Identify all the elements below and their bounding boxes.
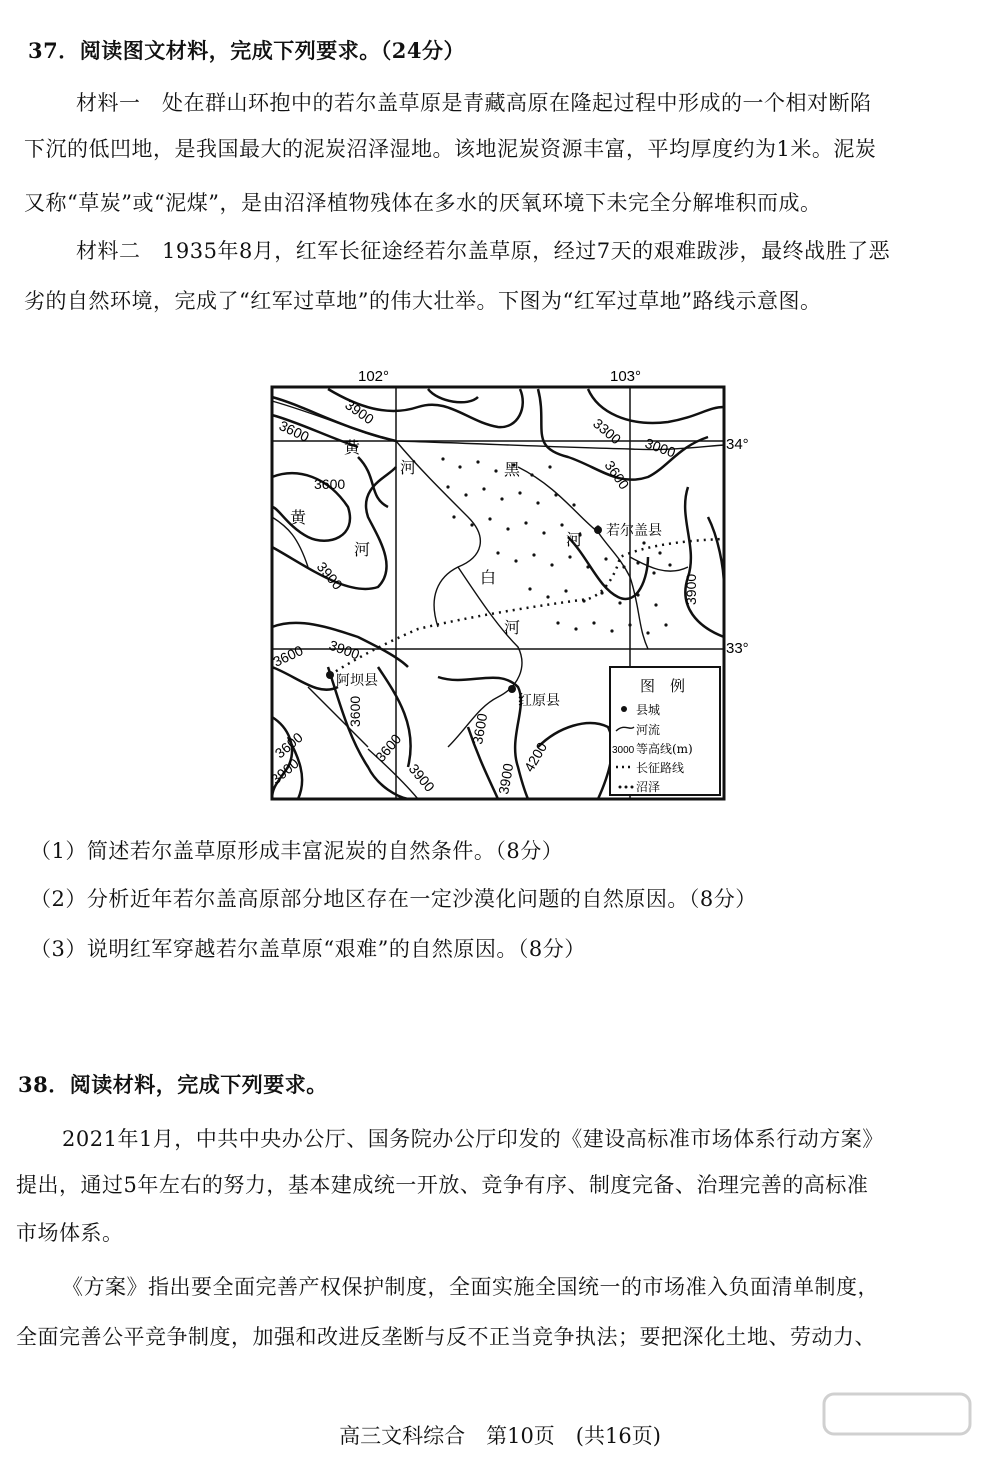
map-legend [610,667,720,795]
svg-text:3900: 3900 [405,760,438,795]
q38-header: 38．阅读材料，完成下列要求。 [18,1072,328,1097]
q37-header: 37．阅读图文材料，完成下列要求。（24分） [28,38,465,63]
lat-label-34: 34° [726,436,749,453]
town-marker-aba [326,671,334,679]
town-label-ruoergai: 若尔盖县 [606,523,662,539]
svg-text:3600: 3600 [601,457,633,493]
svg-text:河: 河 [354,540,371,559]
q38-para1-line3: 市场体系。 [16,1221,124,1245]
svg-text:3900: 3900 [313,558,346,593]
svg-text:白: 白 [480,568,497,587]
svg-text:县城: 县城 [636,703,661,717]
svg-text:黑: 黑 [504,460,521,479]
svg-text:3600: 3600 [347,695,363,727]
svg-text:3300: 3300 [590,415,625,448]
q37-material2-line2: 劣的自然环境，完成了“红军过草地”的伟大壮举。下图为“红军过草地”路线示意图。 [24,289,822,313]
town-marker-hongyuan [508,685,516,693]
svg-text:3600: 3600 [271,729,306,762]
svg-text:3600: 3600 [372,730,405,765]
q37-sub2: （2）分析近年若尔盖高原部分地区存在一定沙漠化问题的自然原因。（8分） [30,887,757,911]
svg-text:河流: 河流 [636,723,661,737]
svg-text:4200: 4200 [520,739,551,775]
lon-label-103: 103° [610,368,642,385]
q38-para1-line2: 提出，通过5年左右的努力，基本建成统一开放、竞争有序、制度完备、治理完善的高标准 [16,1173,869,1197]
svg-text:3900: 3900 [495,762,517,796]
lat-label-33: 33° [726,640,749,657]
svg-text:3600: 3600 [314,476,346,492]
svg-text:沼泽: 沼泽 [636,780,661,794]
svg-text:长征路线: 长征路线 [636,761,685,775]
q37-sub3: （3）说明红军穿越若尔盖草原“艰难”的自然原因。（8分） [30,937,586,961]
q37-sub1: （1）简述若尔盖草原形成丰富泥炭的自然条件。（8分） [30,839,564,863]
q37-material1-line3: 又称“草炭”或“泥煤”，是由沼泽植物残体在多水的厌氧环境下未完全分解堆积而成。 [24,191,822,215]
svg-text:图 例: 图 例 [640,677,686,695]
page-footer: 高三文科综合 第10页 (共16页) [339,1424,661,1448]
svg-text:3600: 3600 [270,642,306,670]
q37-material1-line2: 下沉的低凹地，是我国最大的泥炭沼泽湿地。该地泥炭资源丰富，平均厚度约为1米。泥炭 [24,137,877,161]
watermark-logo [822,1388,972,1458]
town-label-hongyuan: 红原县 [518,693,560,709]
svg-text:3900: 3900 [683,573,699,605]
svg-text:3900: 3900 [326,636,362,663]
svg-text:3900: 3900 [267,755,302,788]
svg-text:河: 河 [400,458,417,477]
river-names [290,438,582,637]
town-marker-ruoergai [594,526,602,534]
svg-text:河: 河 [566,530,583,549]
svg-text:黄: 黄 [290,508,307,527]
svg-text:3900: 3900 [342,396,377,428]
q38-para2-line1: 《方案》指出要全面完善产权保护制度，全面实施全国统一的市场准入负面清单制度， [62,1275,879,1299]
svg-text:河: 河 [504,618,521,637]
svg-text:黄: 黄 [344,438,361,457]
town-label-aba: 阿坝县 [336,673,378,689]
q37-material1-line1: 材料一 处在群山环抱中的若尔盖草原是青藏高原在隆起过程中形成的一个相对断陷 [76,91,872,115]
svg-text:3600: 3600 [276,417,312,445]
svg-text:3000: 3000 [642,434,678,461]
q38-para2-line2: 全面完善公平竞争制度，加强和改进反垄断与反不正当竞争执法；要把深化土地、劳动力、 [16,1325,876,1349]
svg-text:3000: 3000 [612,745,635,756]
route-map [267,367,749,803]
svg-text:3600: 3600 [469,712,491,746]
svg-text:等高线(m): 等高线(m) [636,742,693,756]
q38-para1-line1: 2021年1月，中共中央办公厅、国务院办公厅印发的《建设高标准市场体系行动方案》 [62,1127,884,1151]
lon-label-102: 102° [358,368,390,385]
q37-material2-line1: 材料二 1935年8月，红军长征途经若尔盖草原，经过7天的艰难跋涉，最终战胜了恶 [76,239,891,263]
